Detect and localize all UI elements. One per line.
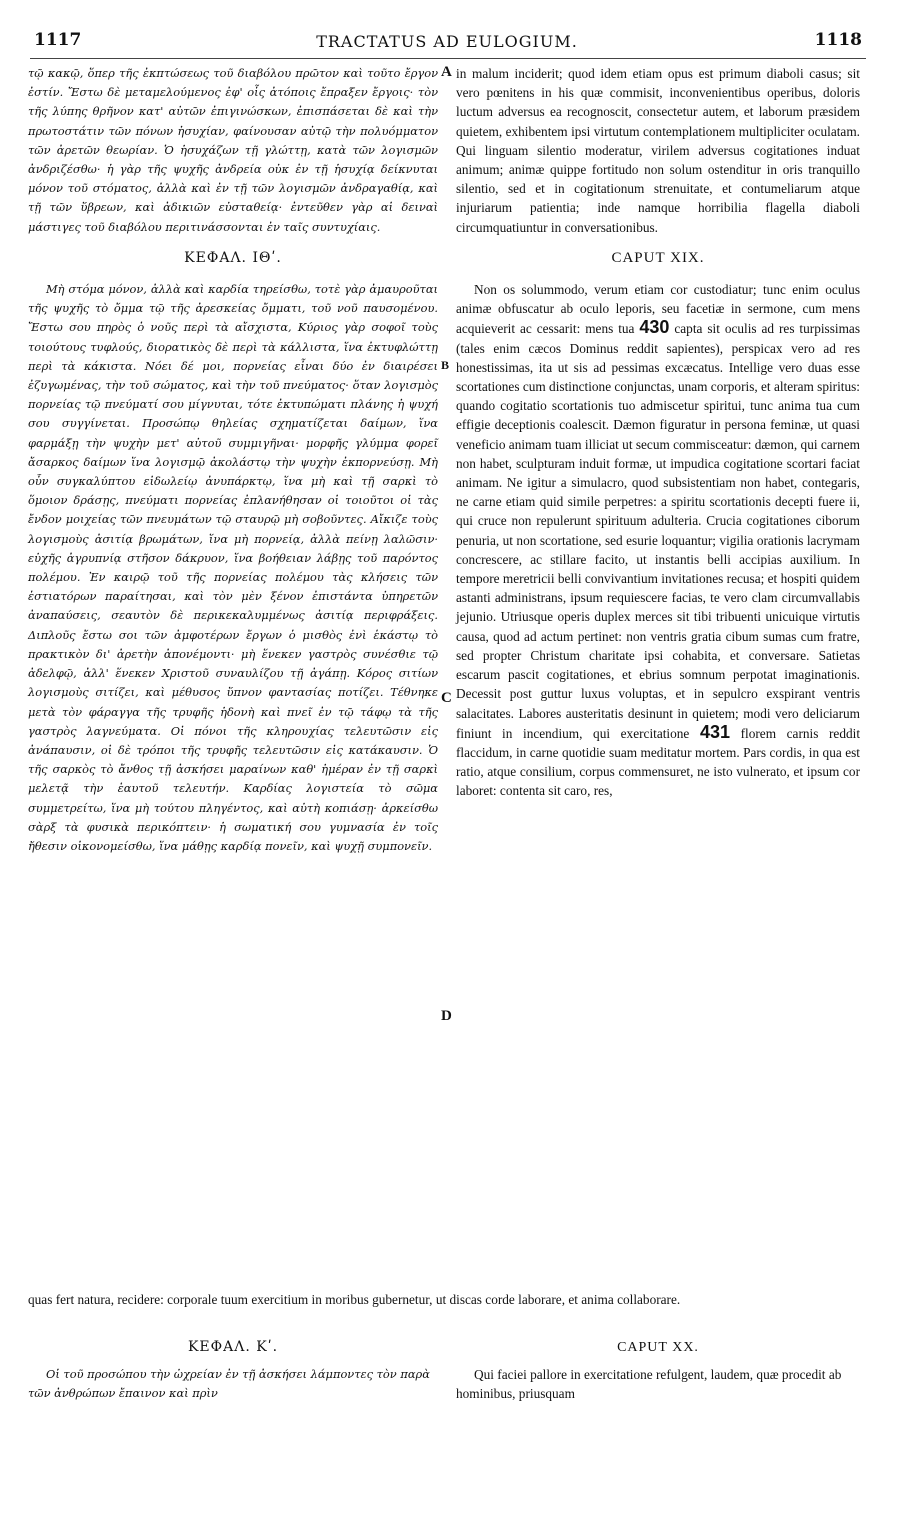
latin-paragraph-2 [456, 280, 860, 800]
left-page-number: 1117 [34, 30, 82, 50]
latin-chapter-20-heading: CAPUT XX. [617, 1340, 699, 1355]
latin-continuation-full-width: quas fert natura, recidere: corporale tuum exercitium in moribus gubernetur, ut discas corde laborare, et anima collaborare. [28, 1292, 681, 1307]
header-rule [30, 58, 866, 59]
greek-column [28, 64, 438, 856]
page-number-431: 431 [699, 721, 730, 742]
page-number-430: 430 [639, 317, 670, 338]
latin-chapter-19-heading: CAPUT XIX. [611, 249, 705, 266]
latin-paragraph-3: Qui faciei pallore in exercitatione refulgent, laudem, quæ procedit ab hominibus, priusquam [456, 1367, 842, 1401]
greek-paragraph-2: Μὴ στόμα μόνον, ἀλλὰ καὶ καρδία τηρείσθω, τοτὲ γὰρ ἀμαυροῦται τῆς ψυχῆς τὸ ὄμμα τῷ τῆς ἀρεσκείας ὄμματι, τοῦ νοῦ παυσομένου. Ἔστω σου πηρὸς ὁ νοῦς περὶ τὰ αἴσχιστα, Κύριος γὰρ σοφοῖ τοὺς τοιούτους τυφλούς, διορατικὸς δὲ περὶ τὰ κάλλιστα, ἵνα ἐκτυφλώττῃ περὶ τὰ κάκιστα. Νόει δέ μοι, πορνείας εἶναι δύο ἐν διαιρέσει ἐζυγωμένας, τὴν τοῦ σώματος, καὶ τὴν τοῦ πνεύματος· ὅταν λογισμὸς πορνείας τῷ πνεύματί σου μίγνυται, τότε ἐκτυπώματι πλάνης ἡ ψυχή σου συγγίνεται. Προσώπῳ θηλείας σχηματίζεται δαίμων, ἵνα φαρμάξῃ τὴν ψυχὴν μετ' αὐτοῦ συμμιγῆναι· μορφῆς γλύμμα φορεῖ ἄσαρκος δαίμων ἵνα λογισμῷ ἀκολάστῳ τὴν ψυχὴν ἐκπορνεύσῃ. Μὴ οὖν συγκαλύπτου εἰδωλείῳ ἀνυπάρκτῳ, ἵνα μὴ καὶ τῇ σαρκὶ τὸ ὅμοιον δράσῃς, πνεύματι πορνείας ἐπλανήθησαν οἱ τοιοῦτοι οἱ τὰς ἔνδον μοιχείας τῶν πνευμάτων τῷ σταυρῷ μὴ σοβοῦντες. Αἴκιζε τοὺς λογισμοὺς ἀσιτίᾳ βρωμάτων, ἵνα μὴ πορνείᾳ, ἀλλὰ πείνῃ λαλῶσιν· εὐχῆς ἀγρυπνίᾳ στῆσον δάκρυον, ἵνα βοήθειαν λάβῃς τοῦ παρόντος πολέμου. Ἐν καιρῷ τοῦ τῆς πορνείας πολέμου τὰς κλήσεις τῶν ἑστιατόρων παραίτησαι, καὶ τὸν μὲν ξένον ἐπιστάντα ὑπηρετῶν ἀναπαύσεις, σεαυτὸν δὲ περικεκαλυμμένως ἀσιτίᾳ περιφράξεις. Διπλοῦς ἔστω σοι τῶν ἀμφοτέρων ἔργων ὁ μισθὸς ἐνὶ ἑκάστῳ τὸ πρακτικὸν δι' ἀρετὴν ἀπονέμοντι· μὴ ἕνεκεν γαστρὸς συνέσθιε τῷ ἀδελφῷ, ἀλλ' ἕνεκεν Χριστοῦ συναυλίζου τῇ ἀγάπῃ. Κόρος σιτίων λογισμοὺς σιτίζει, καὶ μέθυσος ὕπνον φαντασίας ποτίζει. Τέθνηκε μετὰ τὸν φάραγγα τῆς τρυφῆς ἡδονὴ καὶ πνεῖ ἐν τῷ τάφῳ τὰ τῆς γαστρὸς λαγνεύματα. Οἱ πόνοι τῆς κληρουχίας τελευτῶσιν εἰς ἀνάπαυσιν, οἱ δὲ τρόποι τῆς τρυφῆς τελευτῶσιν εἰς κατάκαυσιν. Ὁ τῆς σαρκὸς τὸ ἄνθος τῇ ἀσκήσει μαραίνων καθ' ἡμέραν ἐν τῇ σαρκὶ μελετᾷ τὴν ἑαυτοῦ τελευτήν. Καρδίας λογιστεία τὸ σῶμα συμμετρείτω, ἵνα μὴ τούτου πληγέντος, καὶ αὐτὴ κοπιάσῃ· ἀρκείσθω σὰρξ τὰ φυσικὰ περικόπτειν· ἡ σωματική σου γυμνασία ἐν τοῖς ἤθεσιν οἰκονομείσθω, ἵνα μάθῃς καρδίᾳ πονεῖν, καὶ ψυχῇ συμπονεῖν. [28, 282, 438, 853]
latin-paragraph-2a: Non os solummodo, verum etiam cor custodiatur; tunc enim oculus animæ obfuscatur ab oculo leporis, seu facetiæ in sermone, cum mens acquieverit ac cessarit: mens tua [456, 282, 860, 337]
margin-marker-a: A [441, 64, 452, 80]
latin-chapter-20 [456, 1338, 860, 1403]
greek-chapter-20-heading: ΚΕΦΑΛ. Κʹ. [187, 1339, 279, 1355]
margin-marker-b: B [441, 358, 450, 372]
page-header [32, 30, 862, 56]
greek-chapter-19-heading: ΚΕΦΑΛ. ΙΘʹ. [184, 249, 282, 266]
margin-marker-d: D [441, 1008, 452, 1024]
margin-marker-c: C [441, 690, 452, 706]
greek-paragraph-1: τῷ κακῷ, ὅπερ τῆς ἐκπτώσεως τοῦ διαβόλου πρῶτον καὶ τοῦτο ἔργον ἐστίν. Ἔστω δὲ μεταμελούμενος ἐφ' οἷς ἀτόποις ἔπραξεν ἔργοις· τὸν τῆς λύπης θρῆνον κατ' αὐτῶν ἐπιγινώσκων, ἐπισπάσεται δὲ καὶ τὴν πρωτοστάτιν τῶν πόνων ἡσυχίαν, φαίνουσαν αὐτῷ τὴν πολυόμματον τῶν ἀρετῶν θεωρίαν. Ὁ ἡσυχάζων τῇ γλώττῃ, κατὰ τῶν λογισμῶν ἀνδριζέσθω· ἡ γὰρ τῆς ψυχῆς ἀνδρεία οὐκ ἐν τῇ ἡσυχίᾳ δείκνυται μόνον τοῦ στόματος, ἀλλὰ καὶ ἐν τῇ τῶν λογισμῶν ἀνδραγαθίᾳ, καὶ τῇ τῶν ὕβρεων, καὶ ἀδικιῶν εὐσταθείᾳ· ἐντεῦθεν γὰρ αἱ δειναὶ μάστιγες τοῦ διαβόλου περιτινάσσονται ἐν ταῖς συντυχίαις. [28, 66, 438, 234]
greek-chapter-20 [28, 1338, 438, 1403]
latin-paragraph-1: in malum inciderit; quod idem etiam opus est primum diaboli casus; sit vero pœnitens in his quæ commisit, inconvenientibus operibus, doloris luctum adversus ea recognoscit, consectetur autem, et laborum præsidem quietem, exhibentem ipsi virtutum contemplationem multipliciter oculatam. Qui linguam silentio moderatur, virilem adversus cogitationes induat animum; animæ quippe fortitudo non solum ostenditur in oris tranquillo silentio, sed et in cogitationum strenuitate, et contumeliarum atque injuriarum patientia; inde namque horribilia flagella diaboli circumquatiuntur in conversationibus. [456, 66, 860, 235]
latin-paragraph-2c: florem carnis reddit flaccidum, in carne quotidie suam meditatur mortem. Pars cordis, in qua est ratio, atque consilium, corpus commensuret, ne isto vulnerato, et ipsum cor laboret: contenta sit caro, res, [456, 725, 861, 799]
latin-column [456, 64, 860, 801]
latin-paragraph-2b: capta sit oculis ad res turpissimas (tales enim cæcos Dominus reddit sapientes), perspicax vero ad res honestissimas, ita ut sis ad pessimas excæcatus. Intellige vero duas esse scortationes cum distinctione conjunctas, unam corporis, et alteram spiritus: quando cogitatio scortationis tuo admiscetur spiritui, tunc anima tua cum effigie deceptionis coalescit. Dæmon figuratur in persona feminæ, ut quasi veneficio animam tuam illiciat ut secum commisceatur: dæmon, qui carnem non habet, sculpturam induit formæ, ut impudica cogitatione scortari faciat animam. Ne igitur a simulacro, quod subsistentiam non habet, contegaris, ne carne etiam quid simile perpetres: a spiritu scortationis decepti fuere ii, qui cruce non repulerunt spirituum adulteria. Crucia cogitationes ciborum penuria, ut non scortatione, sed esurie loquantur; vigilia orationis lacrymam concrescere, ac stillare facito, ut instantis belli accipias auxilium. In tempore meretricii belli convivantium invitationes recusa; et hospiti quidem astanti administrans, ipsum requiescere facias, te vero clam circumvallabis jejunio. Utriusque operis duplex merces sit tibi tribuenti unicuique virtutis causa, quod ad actum pertinet: non ventris gratia cibum sumas cum fratre, sed propter Christum charitate ipsi cohabita, et conversare. Satietas escarum pascit cogitationes, et ebrius somnum perpotat imaginationis. Decessit post guttur luxus voluptas, et in sepulcro exspirant ventris salacitates. Labores austeritatis desinunt in quietem; modi vero deliciarum finiunt in incendium, qui exercitatione [456, 321, 861, 741]
running-title: TRACTATUS AD EULOGIUM. [316, 32, 578, 51]
right-page-number: 1118 [814, 30, 862, 50]
greek-paragraph-3: Οἱ τοῦ προσώπου τὴν ὠχρείαν ἐν τῇ ἀσκήσει λάμποντες τὸν παρὰ τῶν ἀνθρώπων ἔπαινον καὶ πρὶν [28, 1367, 430, 1400]
